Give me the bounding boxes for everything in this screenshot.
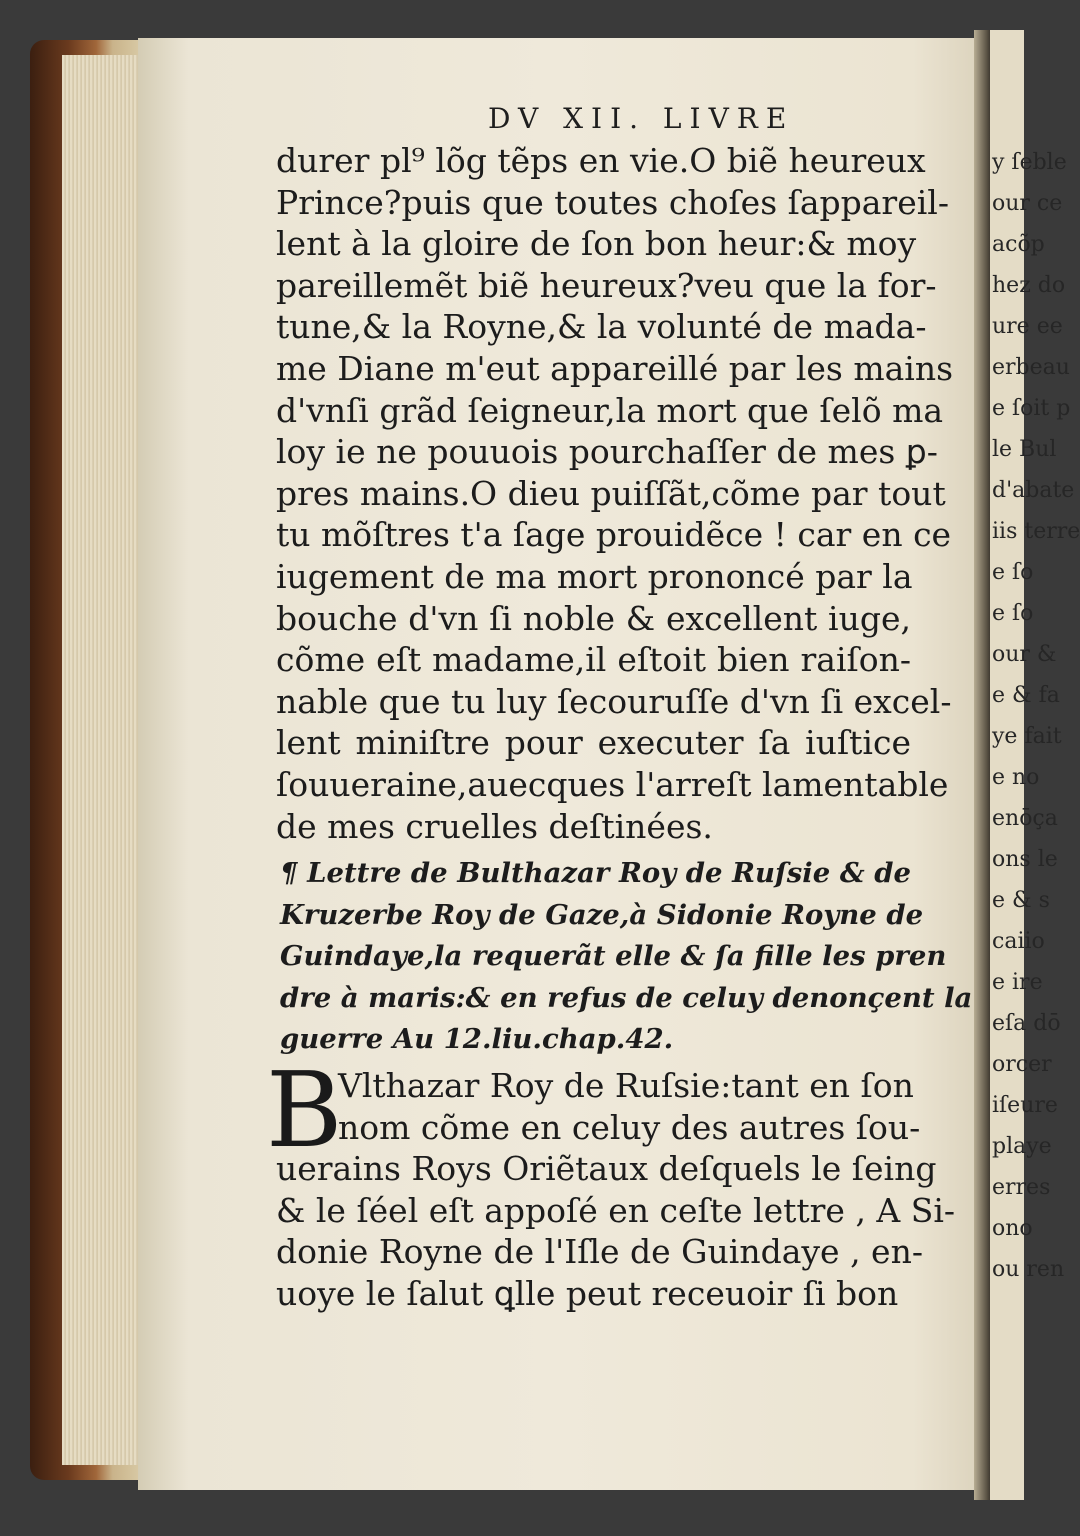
facing-page-fragment: eſa dō <box>992 1011 1061 1036</box>
facing-page-fragment: our ce <box>992 191 1063 216</box>
facing-page-fragment: orcer <box>992 1052 1052 1077</box>
text-line: Vlthazar Roy de Ruſsie:tant en ſon <box>338 1066 914 1106</box>
text-line: & le ſéel eſt appoſé en ceſte lettre , A Si- <box>276 1190 956 1230</box>
facing-page-fragment: e no <box>992 765 1040 790</box>
facing-page-fragment: erres <box>992 1175 1051 1200</box>
facing-page-fragment: e & fa <box>992 683 1060 708</box>
text-line: ſouueraine,auecques l'arreſt lamentable <box>276 764 949 804</box>
letter-heading <box>280 853 973 1061</box>
paragraph-2 <box>266 1049 956 1315</box>
text-line: Guindaye,la requerãt elle & ſa fille les pren <box>280 940 947 973</box>
text-line: Prince?puis que toutes choſes ſappareil- <box>276 182 949 222</box>
text-line: lent à la gloire de ſon bon heur:& moy <box>276 224 917 264</box>
facing-page-fragment: iſeure <box>992 1093 1058 1118</box>
page-fore-edge <box>62 55 140 1465</box>
facing-page-fragment: caiio <box>992 929 1045 954</box>
facing-page-fragment: e ſo <box>992 601 1034 626</box>
text-line: me Diane m'eut appareillé par les mains <box>276 348 954 388</box>
facing-page-fragment: hez do <box>992 273 1066 298</box>
facing-page-fragment: e & s <box>992 888 1050 913</box>
text-line: pareillemẽt biẽ heureux?veu que la for- <box>276 265 937 305</box>
facing-page-fragment: e ſo <box>992 560 1034 585</box>
text-line: cõme eſt madame,il eſtoit bien raiſon- <box>276 640 911 680</box>
text-line: uoye le ſalut ꝗlle peut receuoir ſi bon <box>276 1274 899 1314</box>
text-line: bouche d'vn ſi noble & excellent iuge, <box>276 598 911 638</box>
text-line: guerre Au 12.liu.chap.42. <box>280 1023 674 1056</box>
text-line: nom cõme en celuy des autres ſou- <box>338 1107 921 1147</box>
text-line: tu mõſtres t'a ſage prouidẽce ! car en ce <box>276 515 952 555</box>
facing-page-fragment: ou ren <box>992 1257 1065 1282</box>
running-header: DV XII. LIVRE <box>488 102 795 135</box>
text-line: nable que tu luy ſecouruſſe d'vn ſi excel- <box>276 681 952 721</box>
text-line: lent miniſtre pour executer ſa iuſtice <box>276 723 911 763</box>
text-line: Kruzerbe Roy de Gaze,à Sidonie Royne de <box>280 898 924 931</box>
text-line: durer pl⁹ lõg tẽps en vie.O biẽ heureux <box>276 141 926 180</box>
facing-page-fragment: iis terre <box>992 519 1080 544</box>
facing-page-fragment: y ſeble <box>992 150 1067 175</box>
text-line: loy ie ne pouuois pourchaſſer de mes ꝑ- <box>276 432 938 472</box>
text-line: tune,& la Royne,& la volunté de mada- <box>276 307 927 347</box>
facing-page-fragment: enōça <box>992 806 1058 831</box>
facing-page-fragment: d'abate <box>992 478 1075 503</box>
facing-page <box>990 30 1080 1500</box>
text-line: uerains Roys Oriẽtaux deſquels le ſeing <box>276 1149 937 1189</box>
facing-page-fragment: ye fait <box>992 724 1062 749</box>
text-line: pres mains.O dieu puiſſãt,cõme par tout <box>276 473 946 513</box>
facing-page-fragment: e ire <box>992 970 1043 995</box>
drop-cap: B <box>266 1049 343 1172</box>
facing-page-fragment: ono <box>992 1216 1033 1241</box>
facing-page-fragment: e ſoit p <box>992 396 1071 421</box>
text-line: iugement de ma mort prononcé par la <box>276 556 913 596</box>
text-line: d'vnſi grãd ſeigneur,la mort que ſelõ ma <box>276 390 944 430</box>
paragraph-1 <box>276 140 954 847</box>
page-text <box>266 140 973 1315</box>
text-line: ¶ Lettre de Bulthazar Roy de Ruſsie & de <box>280 857 911 890</box>
facing-page-fragment: our & <box>992 642 1057 667</box>
facing-page-fragment: playe <box>992 1134 1052 1159</box>
facing-page-fragment: le Bul <box>992 437 1057 462</box>
facing-page-fragment: ure ee <box>992 314 1063 339</box>
facing-page-fragment: ons le <box>992 847 1058 872</box>
facing-page-fragment: erbeau <box>992 355 1070 380</box>
text-line: de mes cruelles deſtinées. <box>276 806 713 846</box>
text-line: donie Royne de l'Iſle de Guindaye , en- <box>276 1232 923 1272</box>
text-line: dre à maris:& en refus de celuy denonçent la <box>280 981 973 1014</box>
facing-page-fragment: acõp <box>992 232 1045 257</box>
